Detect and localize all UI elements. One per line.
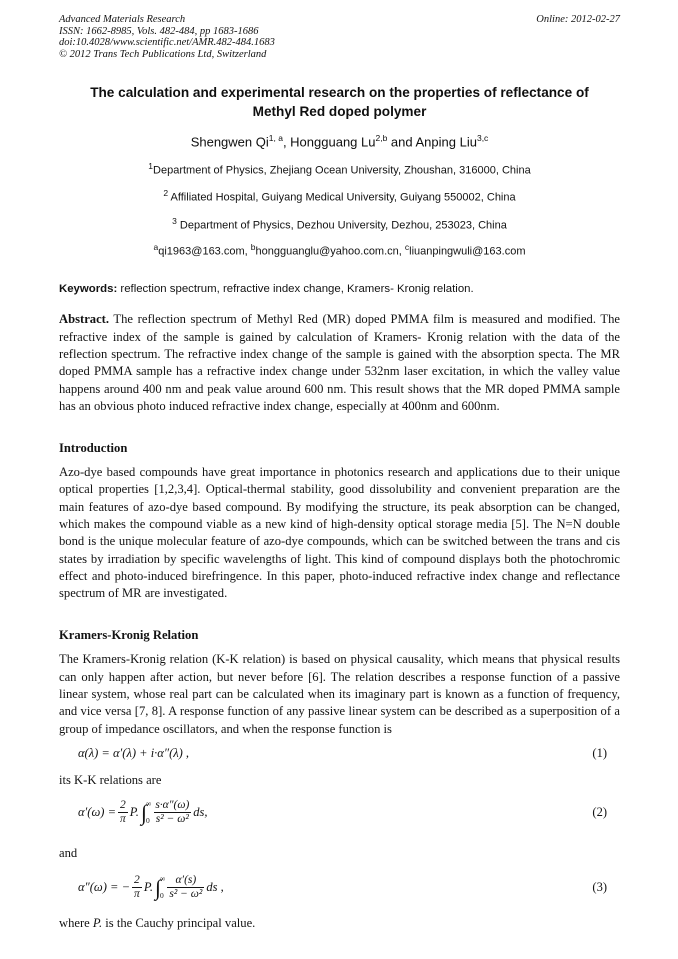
- keywords-text: reflection spectrum, refractive index change, Kramers- Kronig relation.: [117, 283, 474, 296]
- section-heading-introduction: Introduction: [59, 441, 128, 456]
- equation-2-row: [59, 799, 620, 826]
- email-a: qi1963@163.com,: [158, 245, 251, 258]
- author-name-3: Anping Liu: [415, 134, 477, 150]
- equation-2-number: (2): [592, 804, 607, 819]
- fraction-denominator: π: [120, 812, 126, 825]
- author-sup-3: 3,c: [476, 133, 489, 144]
- author-name-1: Shengwen Qi: [190, 134, 269, 150]
- email-sup-b: b: [250, 241, 256, 252]
- principal-value-symbol: P.: [129, 804, 139, 819]
- equation-3-coefficient-fraction: [132, 874, 142, 901]
- fraction-denominator: s² − ω²: [169, 887, 203, 900]
- author-separator-1: ,: [282, 134, 291, 150]
- affiliation-line-2: [59, 186, 620, 205]
- abstract-label: Abstract.: [59, 312, 110, 327]
- affiliation-text-3: Department of Physics, Dezhou University, Dezhou, 253023, China: [176, 219, 507, 232]
- integral-group: [155, 874, 165, 900]
- integral-upper-limit: ∞: [145, 799, 152, 809]
- introduction-paragraph: Azo-dye based compounds have great importance in photonics research and applications due to their unique optical properties [1,2,3,4]. Optical-thermal stability, good dissolubility and convenient preparation are the main features of azo-dye based compound. By modifying the structure, its peak absorption can be changed, which makes the compound viable as a new kind of high-density optical storage media [5]. The N=N double bond is the unique molecular feature of azo-dye compounds, which can be switched between the trans and cis states by irradiation by specific wavelengths of light. This kind of compound displays both the photochromic effect and photo-induced birefringence. In this paper, photo-induced refractive index change and reflectance spectrum of MR are investigated.: [59, 465, 620, 601]
- cauchy-principal-symbol: P.: [92, 915, 103, 930]
- affiliation-sup-1: 1: [148, 160, 154, 171]
- affiliation-line-3: [59, 214, 620, 233]
- equation-2-lhs: α′(ω) =: [78, 804, 117, 819]
- equation-2-coefficient-fraction: [118, 799, 128, 826]
- fraction-numerator: 2: [134, 873, 140, 886]
- section-heading-kramers-kronig: Kramers-Kronig Relation: [59, 628, 199, 643]
- equation-1-number: (1): [592, 745, 607, 760]
- equation-3-integrand-fraction: [167, 874, 204, 901]
- equation-3-number: (3): [592, 879, 607, 894]
- equation-2: [78, 799, 208, 826]
- cauchy-note-pre: where: [59, 915, 93, 930]
- affiliation-text-1: Department of Physics, Zhejiang Ocean University, Zhoushan, 316000, China: [153, 164, 531, 177]
- cauchy-note-post: is the Cauchy principal value.: [102, 915, 256, 930]
- equation-1-row: [59, 746, 620, 761]
- cauchy-note: [59, 916, 620, 931]
- equation-3-differential: ds ,: [206, 879, 224, 894]
- email-c: liuanpingwuli@163.com: [409, 245, 526, 258]
- fraction-numerator: α′(s): [175, 873, 197, 886]
- equation-2-integrand-fraction: [153, 799, 191, 826]
- paper-title: The calculation and experimental research on the properties of reflectance of Methyl Red doped polymer: [90, 85, 589, 120]
- doi-line: doi:10.4028/www.scientific.net/AMR.482-484.1683: [59, 37, 275, 49]
- journal-header-left: [59, 14, 275, 60]
- author-separator-2: and: [387, 134, 416, 150]
- email-b: hongguanglu@yahoo.com.cn,: [255, 245, 405, 258]
- equation-3: [78, 874, 224, 901]
- journal-name: Advanced Materials Research: [59, 14, 186, 25]
- integral-icon: ∫: [140, 800, 147, 826]
- keywords-label: Keywords:: [59, 283, 118, 296]
- fraction-numerator: s·α″(ω): [155, 798, 190, 811]
- email-sup-c: c: [404, 241, 410, 252]
- abstract-paragraph: [59, 311, 620, 415]
- abstract-text: The reflection spectrum of Methyl Red (MR) doped PMMA film is measured and modified. The refractive index of the sample is gained by calculation of Kramers- Kronig relation with the data of the reflection spectrum. The refractive index change of the sample is gained with the absorption specta. The MR doped PMMA sample has a refractive index change under 532nm laser excitation, in which the valley value happens around 400 nm and peak value around 600 nm. This result shows that the MR doped PMMA sample has an obvious photo induced refractive index change, especially at 400nm and 600nm.: [59, 312, 620, 413]
- affiliation-sup-3: 3: [172, 216, 177, 227]
- online-date: Online: 2012-02-27: [536, 14, 620, 25]
- kk-relations-lead: its K-K relations are: [59, 772, 162, 787]
- integral-group: [141, 799, 151, 825]
- email-sup-a: a: [153, 241, 159, 252]
- integral-upper-limit: ∞: [160, 874, 166, 884]
- fraction-denominator: s² − ω²: [155, 812, 189, 825]
- affiliation-sup-2: 2: [163, 188, 169, 199]
- keywords-line: [59, 283, 620, 295]
- authors-line: [59, 133, 620, 149]
- affiliation-line-1: [59, 159, 620, 178]
- author-sup-2: 2,b: [375, 133, 388, 144]
- affiliation-text-2: Affiliated Hospital, Guiyang Medical University, Guiyang 550002, China: [168, 192, 516, 205]
- author-name-2: Hongguang Lu: [290, 134, 376, 150]
- integral-lower-limit: 0: [160, 891, 164, 901]
- equation-3-row: [59, 874, 620, 901]
- copyright-line: © 2012 Trans Tech Publications Ltd, Switzerland: [59, 48, 267, 60]
- integral-icon: ∫: [154, 875, 161, 901]
- equation-1: α(λ) = α′(λ) + i·α″(λ) ,: [78, 745, 190, 760]
- issn-line: ISSN: 1662-8985, Vols. 482-484, pp 1683-1686: [59, 25, 259, 37]
- integral-lower-limit: 0: [145, 816, 150, 826]
- and-connector: and: [59, 845, 78, 860]
- principal-value-symbol: P.: [143, 879, 153, 894]
- equation-2-differential: ds,: [193, 804, 208, 819]
- fraction-numerator: 2: [120, 798, 126, 811]
- emails-line: [59, 242, 620, 258]
- journal-header: [59, 14, 620, 60]
- kramers-kronig-paragraph: The Kramers-Kronig relation (K-K relation) is based on physical causality, which means that physical results can only happen after action, but never before [6]. The relation describes a response function of a passive linear system, whose real part can be calculated when its imaginary part is known as a function of frequency, and vice versa [7, 8]. A response function of any passive linear system can be described as a superposition of a group of impedance oscillators, and when the response function is: [59, 652, 620, 736]
- equation-3-lhs: α″(ω) = −: [78, 879, 131, 894]
- author-sup-1: 1, a: [268, 133, 283, 144]
- fraction-denominator: π: [134, 887, 140, 900]
